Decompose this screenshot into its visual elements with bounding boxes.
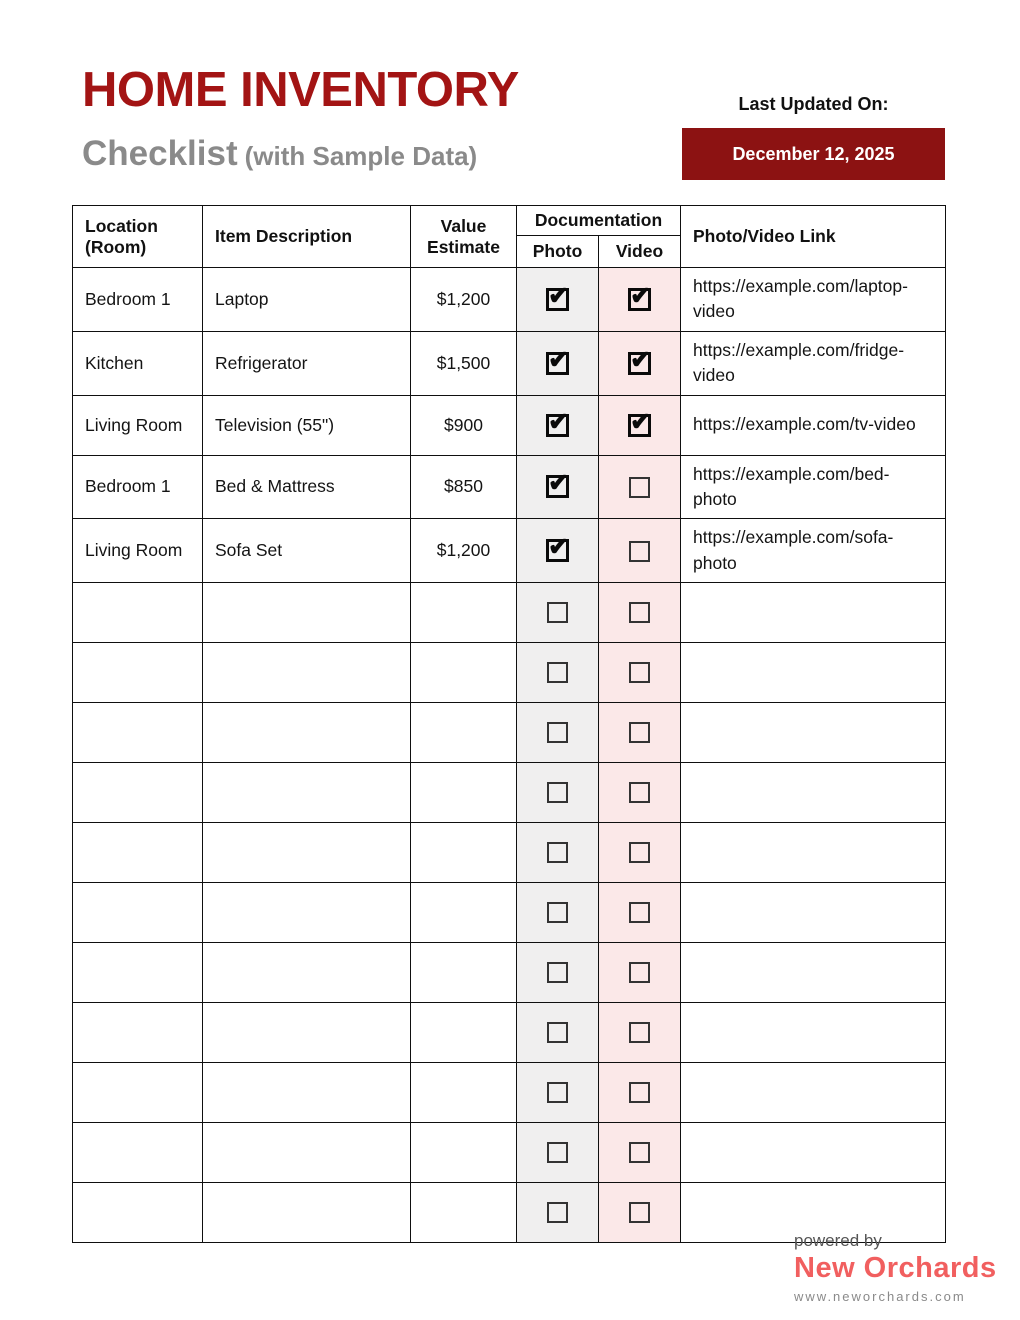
photo-checkbox-checked[interactable] — [546, 475, 569, 498]
video-checkbox-cell — [599, 883, 681, 943]
last-updated-date: December 12, 2025 — [732, 143, 895, 164]
photo-checkbox-cell — [517, 331, 599, 395]
video-checkbox-cell — [599, 583, 681, 643]
item-description-cell — [203, 643, 411, 703]
video-checkbox-checked[interactable] — [628, 414, 651, 437]
video-checkbox-cell — [599, 331, 681, 395]
value-estimate-cell: $1,200 — [411, 519, 517, 583]
photo-checkbox-cell — [517, 1003, 599, 1063]
value-estimate-cell — [411, 1123, 517, 1183]
photo-video-link-cell — [681, 643, 946, 703]
item-description-cell — [203, 823, 411, 883]
page-title: HOME INVENTORY — [82, 63, 519, 117]
video-checkbox[interactable] — [629, 1202, 650, 1223]
header-photo-video-link: Photo/Video Link — [681, 206, 946, 268]
item-description-cell — [203, 1123, 411, 1183]
video-checkbox-cell — [599, 1003, 681, 1063]
photo-checkbox-cell — [517, 643, 599, 703]
photo-video-link-cell — [681, 1003, 946, 1063]
item-description-cell — [203, 583, 411, 643]
video-checkbox-cell — [599, 1123, 681, 1183]
value-estimate-cell — [411, 1003, 517, 1063]
brand-logo: New Orchards — [794, 1252, 997, 1284]
photo-video-link-cell: https://example.com/tv-video — [681, 395, 946, 455]
location-cell — [73, 763, 203, 823]
video-checkbox[interactable] — [629, 1142, 650, 1163]
last-updated-date-box — [682, 128, 945, 180]
photo-checkbox-checked[interactable] — [546, 288, 569, 311]
table-row — [73, 883, 946, 943]
photo-checkbox-cell — [517, 1123, 599, 1183]
subtitle-text: Checklist — [82, 134, 238, 173]
value-estimate-cell: $1,200 — [411, 268, 517, 332]
header-location: Location (Room) — [73, 206, 203, 268]
value-estimate-cell — [411, 823, 517, 883]
last-updated-label: Last Updated On: — [738, 94, 889, 114]
photo-video-link-cell — [681, 823, 946, 883]
video-checkbox-cell — [599, 823, 681, 883]
photo-checkbox-cell — [517, 823, 599, 883]
video-checkbox-checked[interactable] — [628, 288, 651, 311]
photo-checkbox[interactable] — [547, 1202, 568, 1223]
photo-checkbox-cell — [517, 703, 599, 763]
table-row — [73, 643, 946, 703]
photo-video-link-cell: https://example.com/laptop-video — [681, 268, 946, 332]
video-checkbox-cell — [599, 1063, 681, 1123]
footer — [794, 1231, 997, 1304]
powered-by-text: powered by — [794, 1231, 882, 1250]
item-description-cell — [203, 943, 411, 1003]
item-description-cell — [203, 1063, 411, 1123]
photo-checkbox[interactable] — [547, 1142, 568, 1163]
photo-video-link-cell — [681, 1063, 946, 1123]
item-description-cell: Laptop — [203, 268, 411, 332]
photo-checkbox[interactable] — [547, 722, 568, 743]
value-estimate-cell — [411, 1183, 517, 1243]
video-checkbox-cell — [599, 763, 681, 823]
photo-checkbox[interactable] — [547, 662, 568, 683]
photo-video-link-cell — [681, 583, 946, 643]
value-estimate-cell — [411, 943, 517, 1003]
video-checkbox-cell — [599, 643, 681, 703]
value-estimate-cell: $850 — [411, 455, 517, 519]
photo-checkbox-cell — [517, 1183, 599, 1243]
value-estimate-cell — [411, 1063, 517, 1123]
video-checkbox-cell — [599, 268, 681, 332]
location-cell — [73, 1063, 203, 1123]
photo-video-link-cell — [681, 883, 946, 943]
item-description-cell — [203, 1183, 411, 1243]
photo-video-link-cell: https://example.com/fridge-video — [681, 331, 946, 395]
photo-checkbox[interactable] — [547, 602, 568, 623]
table-row — [73, 703, 946, 763]
video-checkbox[interactable] — [629, 1082, 650, 1103]
photo-checkbox-cell — [517, 268, 599, 332]
value-estimate-cell — [411, 763, 517, 823]
item-description-cell — [203, 883, 411, 943]
photo-checkbox-cell — [517, 763, 599, 823]
table-row — [73, 331, 946, 395]
header-documentation: Documentation — [517, 206, 681, 236]
table-row — [73, 1063, 946, 1123]
photo-checkbox-cell — [517, 519, 599, 583]
photo-video-link-cell — [681, 763, 946, 823]
location-cell: Bedroom 1 — [73, 455, 203, 519]
table-row — [73, 519, 946, 583]
photo-video-link-cell — [681, 703, 946, 763]
video-checkbox-cell — [599, 703, 681, 763]
photo-checkbox-cell — [517, 943, 599, 1003]
page-subtitle — [82, 134, 477, 174]
photo-video-link-cell: https://example.com/bed-photo — [681, 455, 946, 519]
inventory-table — [72, 205, 946, 1243]
location-cell: Kitchen — [73, 331, 203, 395]
photo-checkbox-cell — [517, 583, 599, 643]
video-checkbox[interactable] — [629, 1022, 650, 1043]
video-checkbox[interactable] — [629, 902, 650, 923]
subtitle-note: (with Sample Data) — [244, 141, 478, 171]
location-cell — [73, 823, 203, 883]
photo-checkbox[interactable] — [547, 902, 568, 923]
inventory-table-header — [73, 206, 946, 268]
location-cell: Living Room — [73, 519, 203, 583]
header-photo: Photo — [517, 236, 599, 268]
video-checkbox-cell — [599, 455, 681, 519]
value-estimate-cell — [411, 643, 517, 703]
item-description-cell — [203, 1003, 411, 1063]
value-estimate-cell: $900 — [411, 395, 517, 455]
item-description-cell: Television (55") — [203, 395, 411, 455]
photo-checkbox[interactable] — [547, 1022, 568, 1043]
inventory-table-body — [73, 268, 946, 1243]
value-estimate-cell — [411, 583, 517, 643]
photo-checkbox[interactable] — [547, 1082, 568, 1103]
location-cell: Bedroom 1 — [73, 268, 203, 332]
location-cell — [73, 703, 203, 763]
table-row — [73, 1003, 946, 1063]
header-video: Video — [599, 236, 681, 268]
header-value-estimate: Value Estimate — [411, 206, 517, 268]
location-cell — [73, 883, 203, 943]
table-row — [73, 455, 946, 519]
value-estimate-cell — [411, 883, 517, 943]
brand-website: www.neworchards.com — [794, 1289, 966, 1304]
photo-checkbox-checked[interactable] — [546, 352, 569, 375]
video-checkbox-cell — [599, 519, 681, 583]
value-estimate-cell: $1,500 — [411, 331, 517, 395]
photo-checkbox[interactable] — [547, 842, 568, 863]
location-cell — [73, 1183, 203, 1243]
photo-checkbox-cell — [517, 883, 599, 943]
table-row — [73, 763, 946, 823]
table-row — [73, 943, 946, 1003]
photo-video-link-cell — [681, 943, 946, 1003]
photo-video-link-cell: https://example.com/sofa-photo — [681, 519, 946, 583]
video-checkbox-cell — [599, 1183, 681, 1243]
photo-checkbox[interactable] — [547, 782, 568, 803]
location-cell — [73, 1003, 203, 1063]
table-row — [73, 268, 946, 332]
location-cell — [73, 643, 203, 703]
video-checkbox-checked[interactable] — [628, 352, 651, 375]
location-cell — [73, 583, 203, 643]
table-row — [73, 395, 946, 455]
video-checkbox[interactable] — [629, 722, 650, 743]
item-description-cell: Bed & Mattress — [203, 455, 411, 519]
item-description-cell — [203, 763, 411, 823]
item-description-cell — [203, 703, 411, 763]
video-checkbox[interactable] — [629, 962, 650, 983]
photo-checkbox-cell — [517, 395, 599, 455]
location-cell: Living Room — [73, 395, 203, 455]
video-checkbox-cell — [599, 943, 681, 1003]
table-row — [73, 823, 946, 883]
photo-checkbox[interactable] — [547, 962, 568, 983]
location-cell — [73, 1123, 203, 1183]
video-checkbox[interactable] — [629, 541, 650, 562]
video-checkbox[interactable] — [629, 662, 650, 683]
value-estimate-cell — [411, 703, 517, 763]
photo-video-link-cell — [681, 1123, 946, 1183]
video-checkbox[interactable] — [629, 602, 650, 623]
location-cell — [73, 943, 203, 1003]
video-checkbox[interactable] — [629, 842, 650, 863]
photo-checkbox-checked[interactable] — [546, 414, 569, 437]
video-checkbox[interactable] — [629, 782, 650, 803]
table-row — [73, 1123, 946, 1183]
table-row — [73, 583, 946, 643]
photo-checkbox-cell — [517, 455, 599, 519]
item-description-cell: Sofa Set — [203, 519, 411, 583]
photo-checkbox-checked[interactable] — [546, 539, 569, 562]
video-checkbox-cell — [599, 395, 681, 455]
video-checkbox[interactable] — [629, 477, 650, 498]
item-description-cell: Refrigerator — [203, 331, 411, 395]
photo-checkbox-cell — [517, 1063, 599, 1123]
header-item-description: Item Description — [203, 206, 411, 268]
